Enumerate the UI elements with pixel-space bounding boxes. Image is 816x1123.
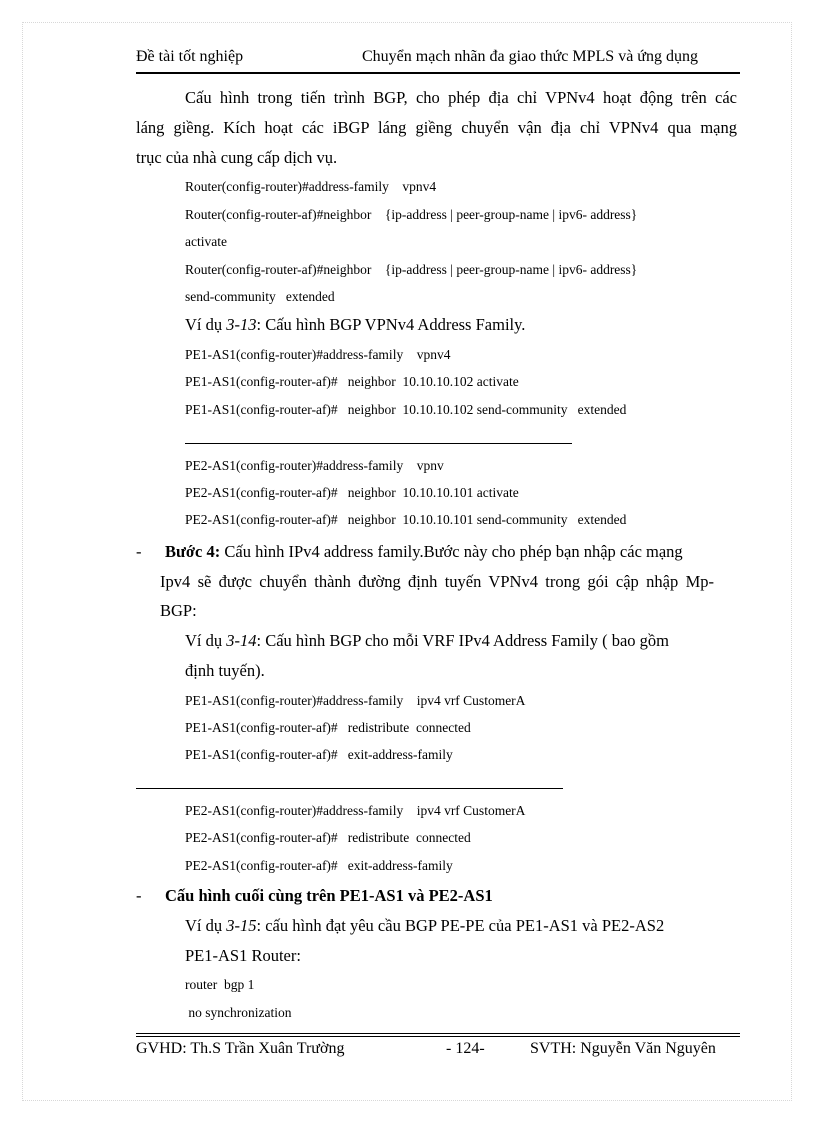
router-bgp-cmd: router bgp 1 <box>185 977 255 992</box>
pe2-cmd-a2: PE2-AS1(config-router-af)# neighbor 10.10.10.101 activate <box>185 485 519 500</box>
para1-line3: trục của nhà cung cấp dịch vụ. <box>136 148 338 167</box>
pe2-cmd-a1: PE2-AS1(config-router)#address-family vpnv <box>185 458 444 473</box>
final-config-dash: - <box>136 886 142 905</box>
footer-student: SVTH: Nguyễn Văn Nguyên <box>530 1040 716 1057</box>
pe2-cmd-a3: PE2-AS1(config-router-af)# neighbor 10.10.10.101 send-community extended <box>185 512 627 527</box>
pe1-cmd-a2: PE1-AS1(config-router-af)# neighbor 10.10.10.102 activate <box>185 374 519 389</box>
example-3-14-line1: Ví dụ 3-14: Cấu hình BGP cho mỗi VRF IPv4 Address Family ( bao gồm <box>185 631 670 650</box>
para1-line2: láng giềng. Kích hoạt các iBGP láng giềng chuyển vận địa chỉ VPNv4 qua mạng <box>136 118 737 137</box>
footer-page-number: - 124- <box>446 1040 485 1057</box>
step4-line3: BGP: <box>160 601 197 620</box>
router-cmd-5: send-community extended <box>185 289 335 304</box>
no-sync-cmd: no synchronization <box>185 1005 292 1020</box>
pe1-cmd-b3: PE1-AS1(config-router-af)# exit-address-family <box>185 747 453 762</box>
router-cmd-3: activate <box>185 234 227 249</box>
example-3-15: Ví dụ 3-15: cấu hình đạt yêu cầu BGP PE-PE của PE1-AS1 và PE2-AS2 <box>185 916 665 935</box>
pe2-cmd-b3: PE2-AS1(config-router-af)# exit-address-family <box>185 858 453 873</box>
separator-1 <box>185 443 572 444</box>
pe2-cmd-b2: PE2-AS1(config-router-af)# redistribute connected <box>185 830 471 845</box>
pe1-cmd-b2: PE1-AS1(config-router-af)# redistribute connected <box>185 720 471 735</box>
pe2-cmd-b1: PE2-AS1(config-router)#address-family ipv4 vrf CustomerA <box>185 803 526 818</box>
pe1-router-label: PE1-AS1 Router: <box>185 946 301 965</box>
router-cmd-1: Router(config-router)#address-family vpnv4 <box>185 179 437 194</box>
step4-line2: Ipv4 sẽ được chuyển thành đường định tuyến VPNv4 trong gói cập nhập Mp- <box>160 572 714 591</box>
footer-instructor: GVHD: Th.S Trần Xuân Trường <box>136 1040 345 1057</box>
footer-rule-1 <box>136 1033 740 1034</box>
separator-2 <box>136 788 563 789</box>
pe1-cmd-a1: PE1-AS1(config-router)#address-family vpnv4 <box>185 347 451 362</box>
example-3-13: Ví dụ 3-13: Cấu hình BGP VPNv4 Address Family. <box>185 315 526 334</box>
header-left: Đề tài tốt nghiệp <box>136 48 244 65</box>
router-cmd-2: Router(config-router-af)#neighbor {ip-address | peer-group-name | ipv6- address} <box>185 207 638 222</box>
pe1-cmd-b1: PE1-AS1(config-router)#address-family ipv4 vrf CustomerA <box>185 693 526 708</box>
pe1-cmd-a3: PE1-AS1(config-router-af)# neighbor 10.10.10.102 send-community extended <box>185 402 627 417</box>
header-rule <box>136 72 740 74</box>
para1-line1: Cấu hình trong tiến trình BGP, cho phép địa chỉ VPNv4 hoạt động trên các <box>185 88 737 107</box>
footer-rule-2 <box>136 1036 740 1037</box>
step4-dash: - <box>136 542 142 561</box>
header-right: Chuyển mạch nhãn đa giao thức MPLS và ứng dụng <box>362 48 698 65</box>
final-config-heading: Cấu hình cuối cùng trên PE1-AS1 và PE2-AS1 <box>165 886 493 905</box>
example-3-14-line2: định tuyến). <box>185 661 265 680</box>
step4-line1: Bước 4: Cấu hình IPv4 address family.Bước này cho phép bạn nhập các mạng <box>165 542 683 561</box>
router-cmd-4: Router(config-router-af)#neighbor {ip-address | peer-group-name | ipv6- address} <box>185 262 638 277</box>
